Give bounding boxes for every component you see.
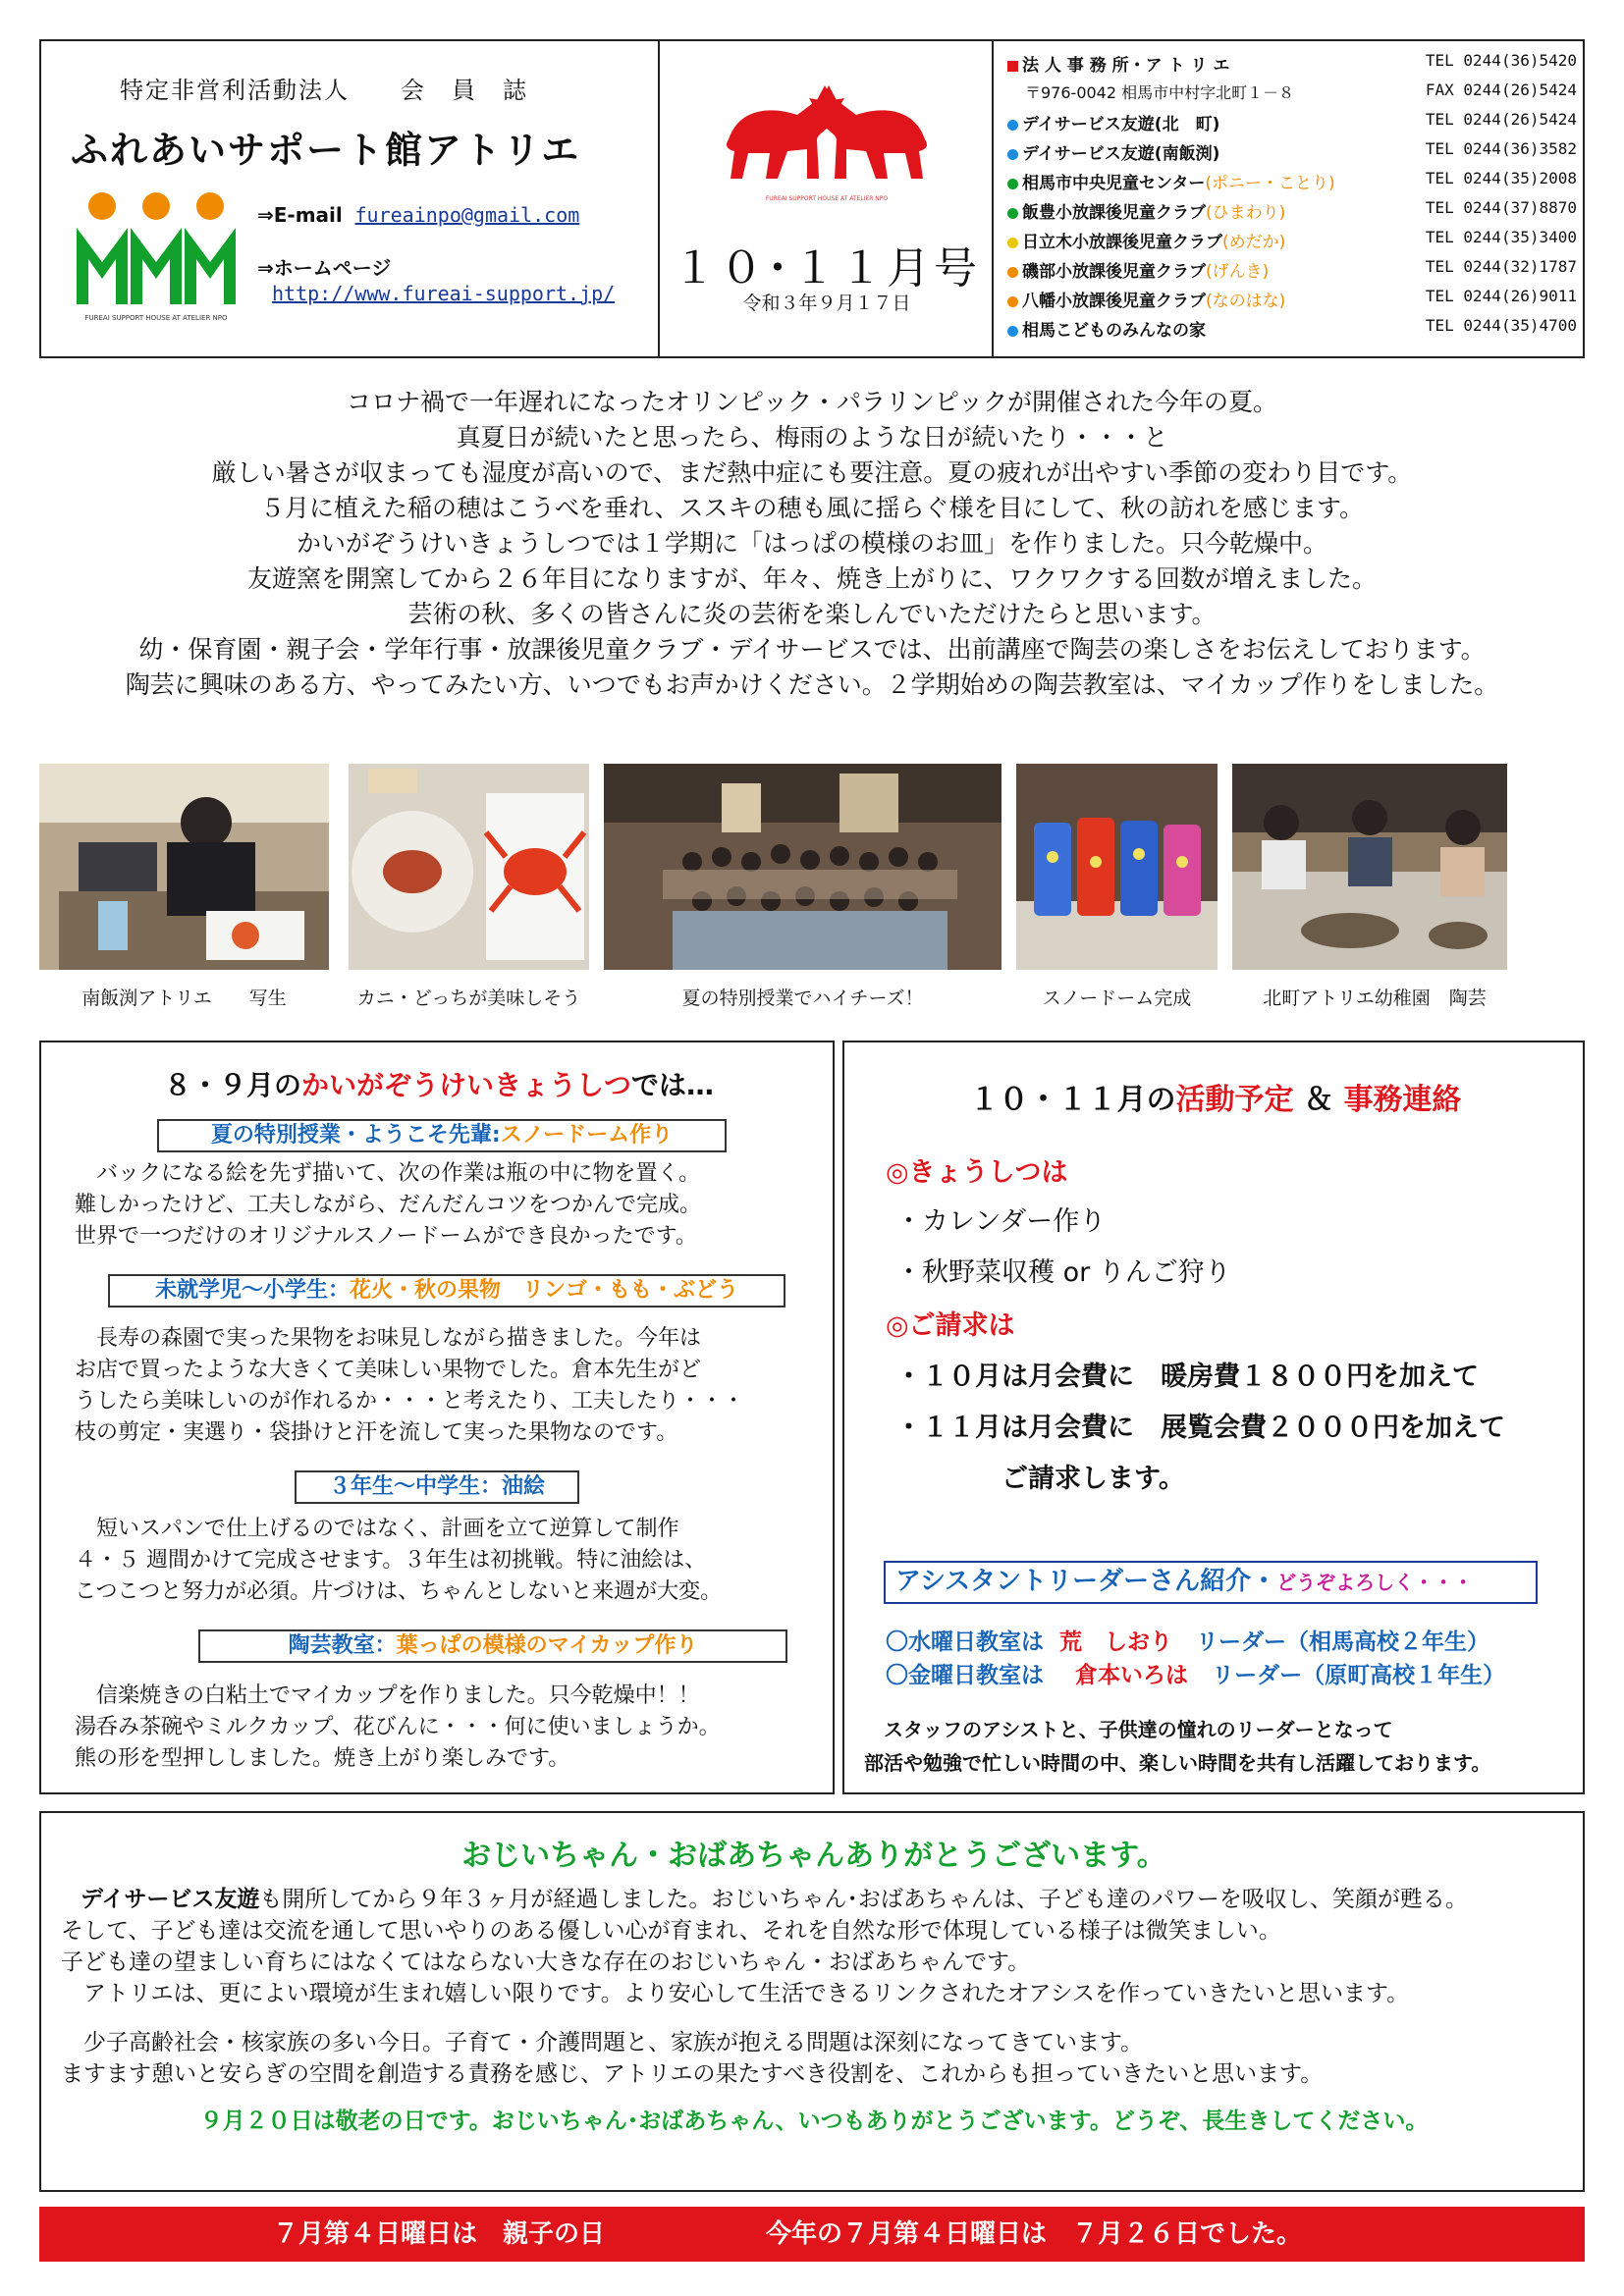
- gp-line: ますます憩いと安らぎの空間を創造する責務を感じ、アトリエの果たすべき役割を、これからも担っていきたいと思います。: [61, 2061, 1324, 2087]
- facility-sub: (めだか): [1222, 233, 1286, 252]
- photo-caption: 夏の特別授業でハイチーズ！: [681, 988, 924, 1009]
- section-label: [295, 1470, 579, 1504]
- facility-name: 飯豊小放課後児童クラブ: [1022, 203, 1206, 223]
- title-part: ８・９月の: [163, 1069, 301, 1101]
- footer-right: 今年の７月第４日曜日は ７月２６日でした。: [766, 2219, 1303, 2249]
- bullet-dot-icon: [1007, 208, 1018, 219]
- para-line: こつこつと努力が必須。片づけは、ちゃんとしないと来週が大変。: [75, 1579, 723, 1604]
- label-accent: 花火・秋の果物 リンゴ・もも・ぶどう: [350, 1278, 739, 1303]
- title-part: 事務連絡: [1343, 1083, 1462, 1117]
- class-report-title: [41, 1064, 837, 1103]
- facility-row: [1007, 110, 1577, 139]
- para-line: 短いスパンで仕上げるのではなく、計画を立て逆算して制作: [75, 1517, 679, 1541]
- facility-name: デイサービス友遊(南飯渕): [1022, 144, 1220, 164]
- photo-snowdome: [1016, 764, 1218, 970]
- para-line: お店で買ったような大きくて美味しい果物でした。倉本先生がど: [75, 1358, 702, 1382]
- class-item: ・カレンダー作り: [895, 1206, 1107, 1237]
- photo-sketching: [39, 764, 329, 970]
- label-main: ３年生～中学生：油絵: [328, 1474, 545, 1499]
- facility-row: [1007, 287, 1577, 316]
- label-main: 陶芸教室：: [288, 1633, 397, 1658]
- horse-logo-icon: [709, 71, 945, 208]
- intro-line: 友遊窯を開窯してから２６年目になりますが、年々、焼き上がりに、ワクワクする回数が増えました。: [246, 564, 1377, 593]
- assistant-heading: [884, 1561, 1538, 1604]
- section-body: [75, 1681, 721, 1775]
- facility-sub: (なのはな): [1206, 292, 1286, 311]
- para-line: 枝の剪定・実選り・袋掛けと汗を流して実った果物なのです。: [75, 1420, 678, 1445]
- para-line: 湯呑み茶碗やミルクカップ、花びんに・・・何に使いましょうか。: [75, 1715, 721, 1739]
- title-part: かいがぞうけいきょうしつ: [300, 1069, 631, 1101]
- facility-tel: TEL 0244(36)3582: [1425, 139, 1577, 158]
- bullet-dot-icon: [1007, 267, 1018, 278]
- facility-sub: (ポニー・ことり): [1205, 174, 1335, 193]
- facility-tel: TEL 0244(37)8870: [1425, 198, 1577, 217]
- facility-name: 相馬市中央児童センター: [1022, 174, 1206, 193]
- section-label: [157, 1119, 727, 1152]
- bullet-dot-icon: [1007, 179, 1018, 189]
- bullet-dot-icon: [1007, 238, 1018, 248]
- gp-line: そして、子ども達は交流を通して思いやりのある優しい心が育まれ、それを自然な形で体現している様子は微笑ましい。: [61, 1918, 1281, 1944]
- leader-role: リーダー（相馬高校２年生）: [1196, 1629, 1490, 1655]
- masthead-left: [41, 41, 660, 356]
- para-line: 世界で一つだけのオリジナルスノードームができ良かったです。: [75, 1224, 697, 1249]
- facility-tel: TEL 0244(35)2008: [1425, 169, 1577, 187]
- facility-tel: TEL 0244(26)9011: [1425, 287, 1577, 305]
- photo-crab: [349, 764, 589, 970]
- svg-text:FUREAI SUPPORT HOUSE AT ATELIE: FUREAI SUPPORT HOUSE AT ATELIER NPO: [765, 195, 889, 202]
- org-type: 特定非営利活動法人 会 員 誌: [120, 77, 528, 104]
- office-address: 〒976-0042 相馬市中村字北町１－８: [1025, 83, 1295, 102]
- gp-closing: ９月２０日は敬老の日です。おじいちゃん･おばあちゃん、いつもありがとうございます。どうぞ、長生きしてください。: [199, 2109, 1429, 2134]
- facility-sub: (ひまわり): [1206, 203, 1286, 223]
- intro-line: 陶芸に興味のある方、やってみたい方、いつでもお声かけください。２学期始めの陶芸教室は、マイカップ作りをしました。: [125, 670, 1499, 699]
- facility-row: [1007, 257, 1577, 287]
- label-accent: スノードーム作り: [500, 1123, 674, 1148]
- para-line: 熊の形を型押ししました。焼き上がり楽しみです。: [75, 1746, 570, 1771]
- para-line: うしたら美味しいのが作れるか・・・と考えたり、工夫したり・・・: [75, 1389, 745, 1414]
- footer-left: ７月第４日曜日は 親子の日: [273, 2219, 606, 2249]
- class-report-box: [39, 1041, 835, 1794]
- intro-line: 厳しい暑さが収まっても湿度が高いので、まだ熱中症にも要注意。夏の疲れが出やすい季節の変わり目です。: [211, 458, 1413, 487]
- facility-tel: TEL 0244(35)3400: [1425, 228, 1577, 246]
- issue-number: １０･１１月号: [673, 243, 981, 294]
- facility-tel: TEL 0244(26)5424: [1425, 110, 1577, 129]
- billing-item: ・１０月は月会費に 暖房費１８００円を加えて: [895, 1362, 1479, 1392]
- label-main: 夏の特別授業・ようこそ先輩:: [210, 1123, 501, 1148]
- footer-banner: [39, 2207, 1585, 2262]
- grandparents-title: おじいちゃん・おばあちゃんありがとうございます。: [461, 1839, 1166, 1873]
- label-accent: 葉っぱの模様のマイカップ作り: [396, 1633, 698, 1658]
- dayservice-name: デイサービス友遊: [81, 1887, 260, 1912]
- email-label: ⇒E-mail: [257, 203, 343, 227]
- leader-row: [886, 1624, 1489, 1656]
- class-item: ・秋野菜収穫 or りんご狩り: [895, 1257, 1231, 1288]
- section-body: [75, 1158, 701, 1253]
- office-address-row: [1007, 80, 1577, 110]
- svg-text:FUREAI SUPPORT HOUSE AT ATELIE: FUREAI SUPPORT HOUSE AT ATELIER NPO: [84, 314, 228, 322]
- schedule-box: [842, 1041, 1585, 1794]
- billing-item: ご請求します。: [895, 1464, 1185, 1494]
- masthead: [39, 39, 1585, 358]
- section-body: [75, 1514, 722, 1608]
- intro-line: ５月に植えた稲の穂はこうべを垂れ、ススキの穂も風に揺らぐ様を目にして、秋の訪れを感じます。: [259, 494, 1364, 522]
- office-name: 法 人 事 務 所・ア ト リ エ: [1022, 56, 1230, 76]
- gp-line: [81, 1884, 1468, 1915]
- email-row: [257, 203, 579, 227]
- billing-heading: ◎ご請求は: [886, 1310, 1015, 1341]
- grandparents-box: [39, 1811, 1585, 2192]
- facility-tel: TEL 0244(32)1787: [1425, 257, 1577, 276]
- leader-day: 〇水曜日教室は: [886, 1629, 1044, 1655]
- title-part: ＆: [1293, 1083, 1344, 1117]
- intro-line: 真夏日が続いたと思ったら、梅雨のような日が続いたり・・・と: [456, 423, 1168, 452]
- facility-name: デイサービス友遊(北 町): [1022, 115, 1220, 134]
- facility-name: 相馬こどものみんなの家: [1022, 321, 1206, 341]
- section-label: [198, 1629, 787, 1663]
- mm-logo-icon: [71, 188, 243, 326]
- bullet-dot-icon: [1007, 326, 1018, 337]
- title-part: では…: [631, 1069, 715, 1101]
- facility-name: 八幡小放課後児童クラブ: [1022, 292, 1206, 311]
- para-line: バックになる絵を先ず描いて、次の作業は瓶の中に物を置く。: [75, 1161, 701, 1186]
- section-body: [75, 1323, 744, 1449]
- gp-line: 少子高齢社会・核家族の多い今日。子育て・介護問題と、家族が抱える問題は深刻になってきています。: [61, 2030, 1144, 2056]
- gp-line: 子ども達の望ましい育ちにはなくてはならない大きな存在のおじいちゃん・おばあちゃんです。: [61, 1949, 1031, 1975]
- classes-heading: ◎きょうしつは: [886, 1157, 1068, 1188]
- section-label: [108, 1274, 785, 1308]
- label-main: 未就学児～小学生：: [154, 1278, 350, 1303]
- assist-line: スタッフのアシストと、子供達の憧れのリーダーとなって: [884, 1718, 1393, 1741]
- billing-item: ・１１月は月会費に 展覧会費２０００円を加えて: [895, 1413, 1505, 1443]
- homepage-label: ⇒ホームページ: [257, 256, 392, 280]
- square-bullet-icon: [1007, 61, 1018, 72]
- intro-line: コロナ禍で一年遅れになったオリンピック・パラリンピックが開催された今年の夏。: [346, 388, 1277, 416]
- para-line: 長寿の森園で実った果物をお味見しながら描きました。今年は: [75, 1326, 702, 1351]
- homepage-link[interactable]: http://www.fureai-support.jp/: [272, 282, 616, 305]
- leader-role: リーダー（原町高校１年生）: [1212, 1663, 1506, 1688]
- directory: [994, 41, 1583, 356]
- facility-row: [1007, 316, 1577, 346]
- title-part: １０・１１月の: [969, 1083, 1176, 1117]
- assist-title: アシスタントリーダーさん紹介・: [895, 1567, 1277, 1596]
- facility-row: [1007, 198, 1577, 228]
- facility-row: [1007, 139, 1577, 169]
- photo-group: [604, 764, 1001, 970]
- facility-tel: TEL 0244(35)4700: [1425, 316, 1577, 335]
- photo-pottery: [1232, 764, 1507, 970]
- intro-line: 幼・保育園・親子会・学年行事・放課後児童クラブ・デイサービスでは、出前講座で陶芸の楽しさをお伝えしております。: [138, 635, 1486, 664]
- facility-name: 日立木小放課後児童クラブ: [1022, 233, 1222, 252]
- intro-line: 芸術の秋、多くの皆さんに炎の芸術を楽しんでいただけたらと思います。: [407, 600, 1217, 628]
- leader-row: [886, 1657, 1505, 1689]
- leader-day: 〇金曜日教室は: [886, 1663, 1044, 1688]
- title-part: 活動予定: [1175, 1083, 1294, 1117]
- facility-sub: (げんき): [1206, 262, 1270, 282]
- facility-name: 磯部小放課後児童クラブ: [1022, 262, 1206, 282]
- intro-line: かいがぞうけいきょうしつでは１学期に「はっぱの模様のお皿」を作りました。只今乾燥中。: [296, 529, 1327, 558]
- photo-caption: 南飯渕アトリエ 写生: [81, 988, 287, 1009]
- email-link[interactable]: fureainpo@gmail.com: [354, 203, 580, 227]
- facility-row: [1007, 169, 1577, 198]
- gp-text: も開所してから９年３ヶ月が経過しました。おじいちゃん･おばあちゃんは、子ども達のパワーを吸収し、笑顔が甦る。: [259, 1887, 1468, 1912]
- org-name: ふれあいサポート館アトリエ: [71, 129, 581, 172]
- bullet-dot-icon: [1007, 296, 1018, 307]
- gp-line: アトリエは、更によい環境が生まれ嬉しい限りです。より安心して生活できるリンクされたオアシスを作っていきたいと思います。: [61, 1981, 1410, 2006]
- schedule-title: [844, 1075, 1587, 1118]
- office-fax: FAX 0244(26)5424: [1425, 80, 1577, 99]
- leader-name: 倉本いろは: [1075, 1663, 1189, 1688]
- para-line: ４・５ 週間かけて完成させます。３年生は初挑戦。特に油絵は、: [75, 1548, 707, 1573]
- facility-row: [1007, 228, 1577, 257]
- photo-caption: スノードーム完成: [1042, 988, 1192, 1009]
- assist-sub: どうぞよろしく・・・: [1276, 1571, 1474, 1594]
- homepage-row: [272, 282, 615, 305]
- office-tel: TEL 0244(36)5420: [1425, 51, 1577, 70]
- photo-caption: カニ・どっちが美味しそう: [356, 988, 581, 1009]
- issue-date: 令和３年９月１７日: [742, 293, 911, 314]
- para-line: 難しかったけど、工夫しながら、だんだんコツをつかんで完成。: [75, 1193, 702, 1217]
- bullet-dot-icon: [1007, 120, 1018, 131]
- masthead-middle: [660, 41, 994, 356]
- photo-caption: 北町アトリエ幼稚園 陶芸: [1263, 988, 1487, 1009]
- leader-name: 荒 しおり: [1059, 1629, 1173, 1655]
- assist-line: 部活や勉強で忙しい時間の中、楽しい時間を共有し活躍しております。: [864, 1751, 1491, 1775]
- para-line: 信楽焼きの白粘土でマイカップを作りました。只今乾燥中！！: [75, 1683, 700, 1708]
- bullet-dot-icon: [1007, 149, 1018, 160]
- office-row: [1007, 51, 1577, 80]
